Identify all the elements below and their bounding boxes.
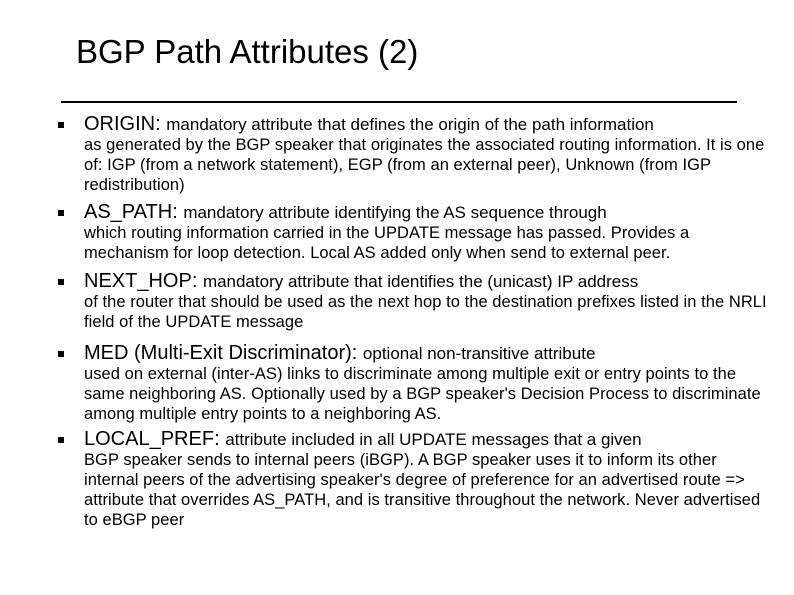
attribute-description: of the router that should be used as the next hop to the destination prefixes listed in the NRLI field of the UPDATE message [84,293,767,331]
attribute-lead-text: attribute included in all UPDATE messages that a given [225,430,642,449]
attribute-name: AS_PATH [84,201,173,223]
bullet-origin [58,112,768,195]
attribute-lead-text: mandatory attribute that identifies the (unicast) IP address [202,272,639,291]
attribute-separator: : [351,342,363,364]
attribute-separator: : [155,113,167,135]
attribute-separator: : [172,201,184,223]
bullet-lead [84,341,768,366]
attribute-description: as generated by the BGP speaker that originates the associated routing information. It is one of: IGP (from a network statement), EGP (from an external peer), Unknown (from IGP redistribution) [84,136,765,194]
attribute-lead-text: mandatory attribute that defines the origin of the path information [166,115,654,134]
square-bullet-icon [58,122,64,128]
attribute-lead-text: optional non-transitive attribute [362,344,596,363]
bullet-lead [84,200,768,225]
attribute-name: MED (Multi-Exit Discriminator) [84,342,352,364]
bullet-lead [84,112,768,137]
title-divider [61,101,737,103]
bullet-next-hop [58,269,768,332]
bullet-list [58,112,768,530]
attribute-description: which routing information carried in the UPDATE message has passed. Provides a mechanism for loop detection. Local AS added only when send to external peer. [84,224,690,262]
slide-title: BGP Path Attributes (2) [76,33,419,70]
bullet-lead [84,269,768,294]
attribute-name: ORIGIN [84,113,156,135]
attribute-lead-text: mandatory attribute identifying the AS sequence through [183,203,607,222]
square-bullet-icon [58,437,64,443]
bullet-local-pref [58,427,768,530]
square-bullet-icon [58,279,64,285]
attribute-description: used on external (inter-AS) links to discriminate among multiple exit or entry points to the same neighboring AS. Optionally used by a BGP speaker's Decision Process to discriminate among multiple entry points to a neighboring AS. [84,365,761,423]
attribute-description: BGP speaker sends to internal peers (iBGP). A BGP speaker uses it to inform its other internal peers of the advertising speaker's degree of preference for an advertised route => attribute that overrides AS_PATH, and is transitive throughout the network. Never advertised to eBGP peer [84,451,761,529]
square-bullet-icon [58,210,64,216]
attribute-separator: : [214,428,226,450]
bullet-med [58,341,768,424]
bullet-as-path [58,200,768,263]
attribute-name: NEXT_HOP [84,270,192,292]
attribute-name: LOCAL_PREF [84,428,215,450]
bullet-lead [84,427,768,452]
square-bullet-icon [58,351,64,357]
attribute-separator: : [191,270,203,292]
